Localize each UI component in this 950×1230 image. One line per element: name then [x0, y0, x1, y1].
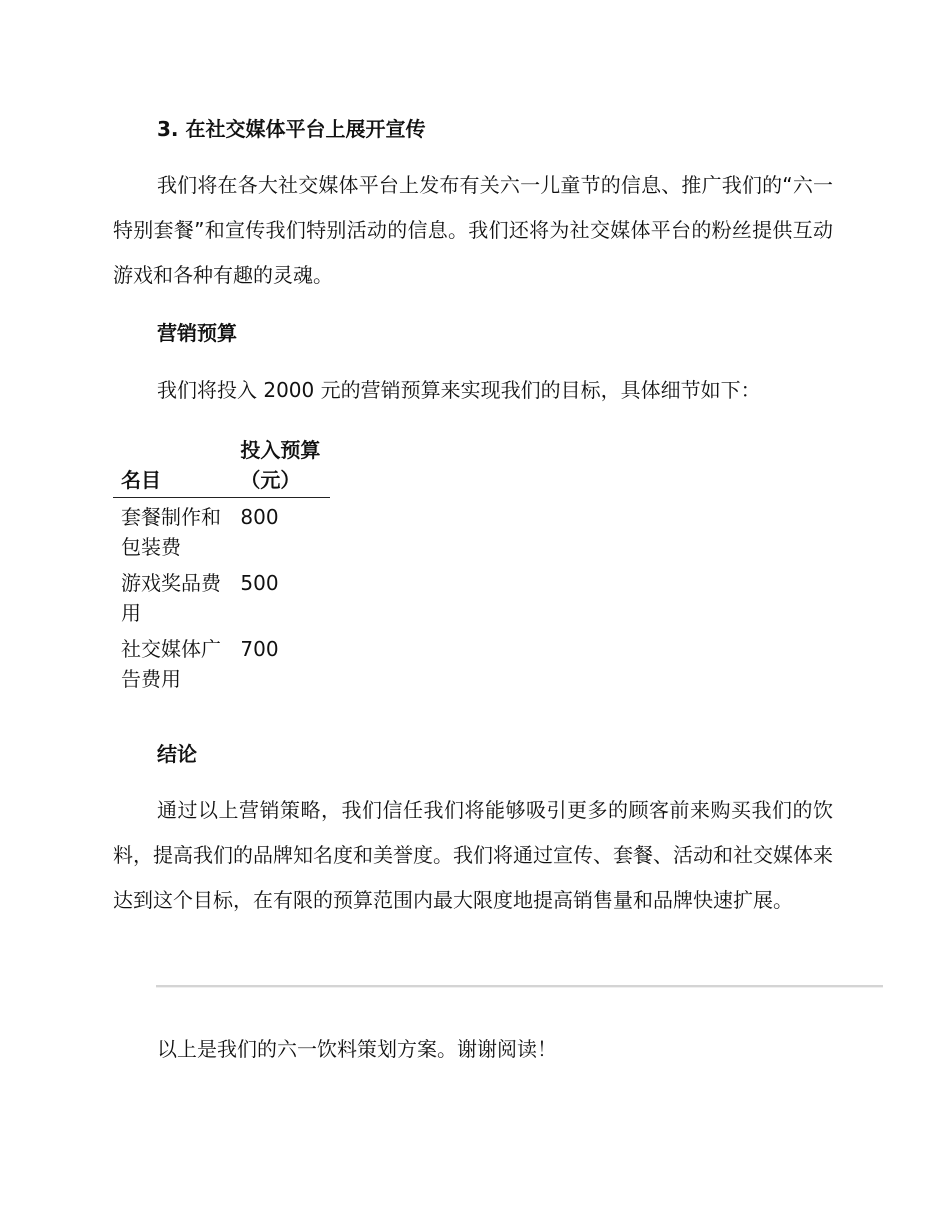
table-header-row — [113, 435, 330, 498]
horizontal-divider — [156, 985, 883, 988]
row-amount: 700 — [240, 637, 279, 661]
table-row — [113, 498, 330, 565]
row-item: 游戏奖品费用 — [121, 571, 221, 625]
section-heading-social-media: 3. 在社交媒体平台上展开宣传 — [157, 117, 426, 141]
table-row — [113, 564, 330, 630]
budget-table — [113, 435, 330, 696]
row-amount: 500 — [240, 571, 279, 595]
conclusion-heading: 结论 — [157, 742, 197, 766]
budget-heading: 营销预算 — [157, 321, 237, 345]
row-item: 套餐制作和包装费 — [121, 505, 221, 559]
conclusion-paragraph: 通过以上营销策略，我们信任我们将能够吸引更多的顾客前来购买我们的饮料，提高我们的品牌知名度和美誉度。我们将通过宣传、套餐、活动和社交媒体来达到这个目标，在有限的预算范围内最大限度地提高销售量和品牌快速扩展。 — [113, 798, 833, 912]
column-header-amount: 投入预算（元） — [232, 435, 330, 498]
budget-intro: 我们将投入 2000 元的营销预算来实现我们的目标，具体细节如下： — [157, 378, 761, 402]
column-header-item: 名目 — [113, 435, 232, 498]
row-amount: 800 — [240, 505, 279, 529]
social-media-paragraph: 我们将在各大社交媒体平台上发布有关六一儿童节的信息、推广我们的“六一特别套餐”和宣传我们特别活动的信息。我们还将为社交媒体平台的粉丝提供互动游戏和各种有趣的灵魂。 — [113, 173, 833, 287]
closing-line: 以上是我们的六一饮料策划方案。谢谢阅读！ — [157, 1037, 557, 1061]
row-item: 社交媒体广告费用 — [121, 637, 221, 691]
table-row — [113, 630, 330, 696]
